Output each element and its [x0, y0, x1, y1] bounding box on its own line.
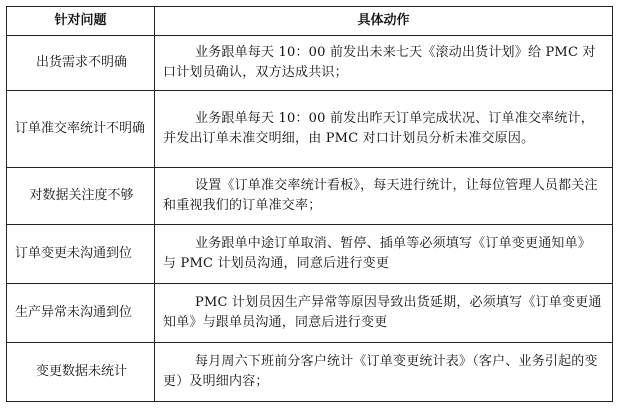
action-cell: 业务跟单每天 10：00 前发出未来七天《滚动出货计划》给 PMC 对口计划员确认，双方达成共识；: [155, 36, 613, 91]
table-row: [7, 91, 613, 168]
action-cell: 设置《订单准交率统计看板》，每天进行统计，让每位管理人员都关注和重视我们的订单准交率；: [155, 168, 613, 225]
header-action: 具体动作: [155, 7, 613, 36]
action-cell: PMC 计划员因生产异常等原因导致出货延期，必须填写《订单变更通知单》与跟单员沟通，同意后进行变更: [155, 284, 613, 343]
issue-action-table: [6, 6, 613, 402]
action-cell: 业务跟单中途订单取消、暂停、插单等必须填写《订单变更通知单》与 PMC 计划员沟通，同意后进行变更: [155, 225, 613, 284]
table-row: [7, 284, 613, 343]
issue-cell: 订单准交率统计不明确: [7, 91, 155, 168]
header-row: [7, 7, 613, 36]
issue-cell: 对数据关注度不够: [7, 168, 155, 225]
issue-cell: 出货需求不明确: [7, 36, 155, 91]
header-issue: 针对问题: [7, 7, 155, 36]
action-cell: 业务跟单每天 10：00 前发出昨天订单完成状况、订单准交率统计，并发出订单未准交明细，由 PMC 对口计划员分析未准交原因。: [155, 91, 613, 168]
issue-cell: 订单变更未沟通到位: [7, 225, 155, 284]
table-row: [7, 36, 613, 91]
issue-cell: 生产异常未沟通到位: [7, 284, 155, 343]
issue-cell: 变更数据未统计: [7, 343, 155, 402]
table-row: [7, 343, 613, 402]
table-row: [7, 168, 613, 225]
action-cell: 每月周六下班前分客户统计《订单变更统计表》（客户、业务引起的变更）及明细内容；: [155, 343, 613, 402]
table-row: [7, 225, 613, 284]
